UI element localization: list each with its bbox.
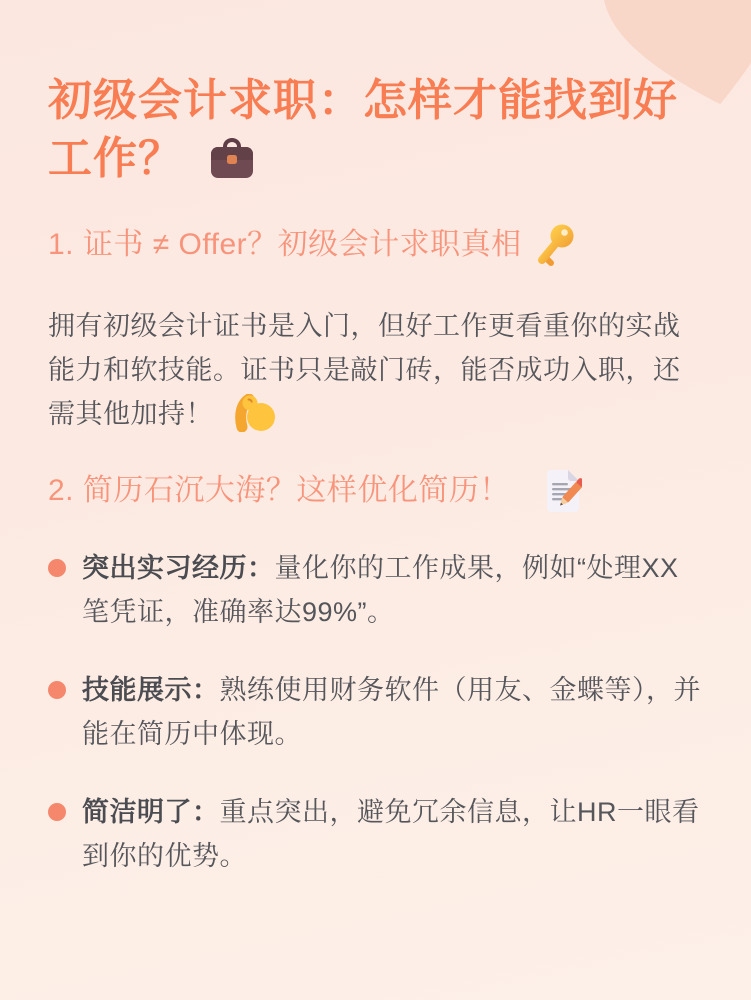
list-item-label: 突出实习经历： — [82, 553, 275, 583]
list-item-skills — [48, 668, 703, 756]
bullet-dot-icon — [48, 803, 66, 821]
flexed-biceps-icon — [235, 394, 277, 432]
list-item-label: 简洁明了： — [82, 797, 220, 827]
page-title-line1: 初级会计求职：怎样才能找到好 — [48, 76, 678, 125]
resume-tips-list — [48, 546, 703, 878]
list-item-internship — [48, 546, 703, 634]
section-heading-resume-tips — [48, 468, 703, 514]
list-item-text — [82, 790, 703, 878]
bullet-dot-icon — [48, 681, 66, 699]
memo-pencil-icon — [544, 468, 582, 514]
briefcase-icon — [209, 138, 255, 180]
list-item-body: 量化你的工作成果，例如“处理XX笔凭证，准确率达99%”。 — [82, 553, 679, 627]
list-item-text — [82, 546, 703, 634]
list-item-concise — [48, 790, 703, 878]
section1-heading-text: 1. 证书 ≠ Offer？初级会计求职真相 — [48, 228, 522, 261]
section-heading-certificate-truth — [48, 222, 703, 268]
list-item-body: 重点突出，避免冗余信息，让HR一眼看到你的优势。 — [82, 797, 700, 871]
key-icon — [534, 222, 576, 268]
section2-heading-text: 2. 简历石沉大海？这样优化简历！ — [48, 474, 510, 507]
list-item-text — [82, 668, 703, 756]
list-item-label: 技能展示： — [82, 675, 220, 705]
page-title-line2: 工作？ — [48, 134, 183, 183]
list-item-body: 熟练使用财务软件（用友、金蝶等），并能在简历中体现。 — [82, 675, 701, 749]
section1-body — [48, 304, 703, 436]
bullet-dot-icon — [48, 559, 66, 577]
section1-body-text: 拥有初级会计证书是入门，但好工作更看重你的实战能力和软技能。证书只是敲门砖，能否成功入职，还需其他加持！ — [48, 311, 681, 429]
page-title-line2-row — [48, 130, 703, 188]
